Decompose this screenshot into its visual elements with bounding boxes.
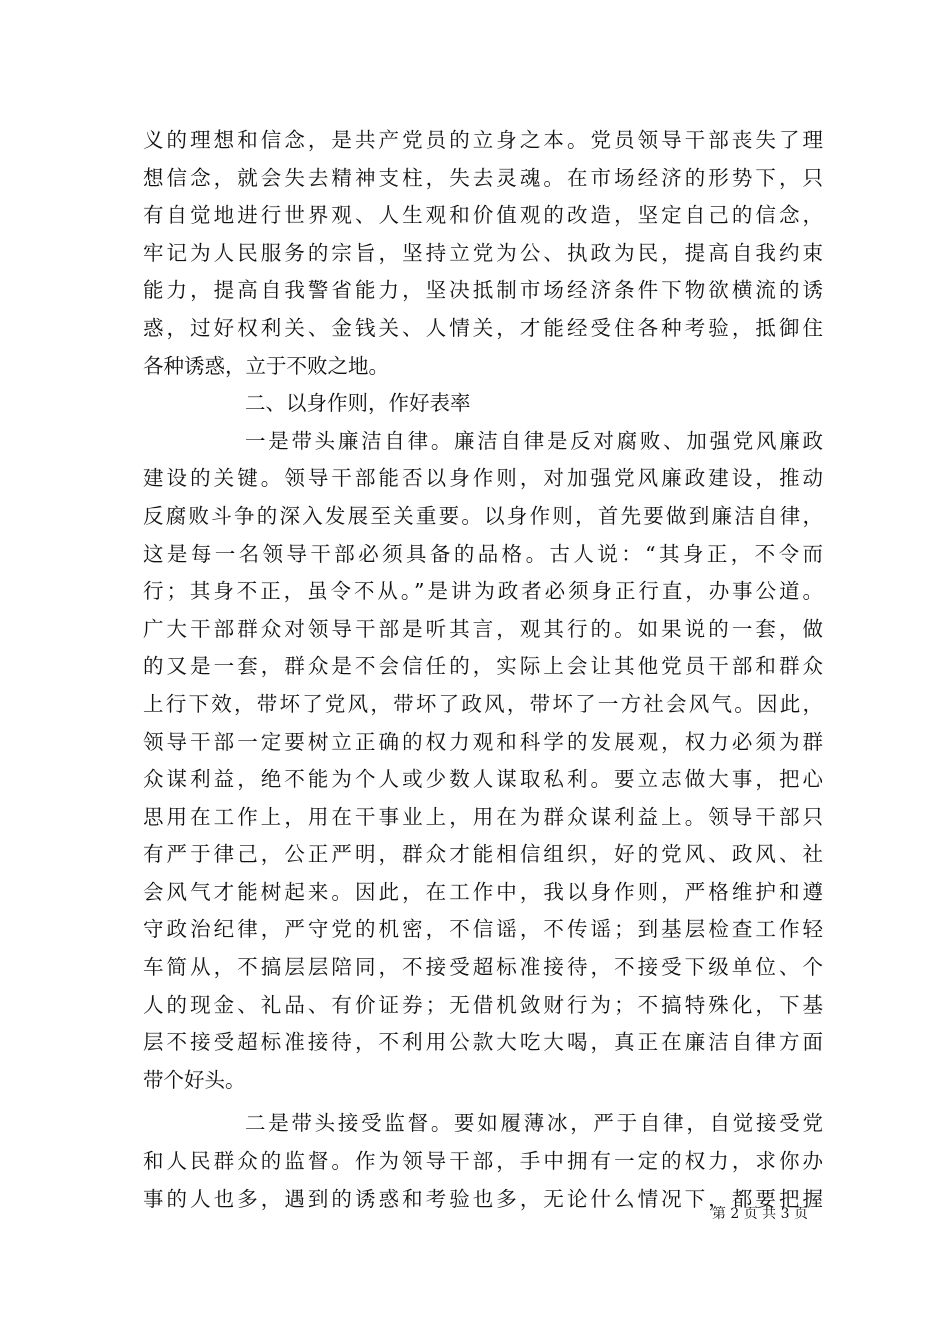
- section-title: 二、以身作则，作好表率: [245, 391, 471, 416]
- text-line: 车简从，不搞层层陪同，不接受超标准接待，不接受下级单位、个: [143, 955, 823, 980]
- text-line: 行；其身不正，虽令不从。”是讲为政者必须身正行直，办事公道。: [143, 579, 823, 604]
- text-line: 能力，提高自我警省能力，坚决抵制市场经济条件下物欲横流的诱: [143, 278, 823, 303]
- document-body: [143, 122, 823, 1218]
- text-line: 牢记为人民服务的宗旨，坚持立党为公、执政为民，提高自我约束: [143, 240, 823, 265]
- text-line: 反腐败斗争的深入发展至关重要。以身作则，首先要做到廉洁自律，: [143, 503, 823, 528]
- text-line: 各种诱惑，立于不败之地。: [143, 353, 389, 378]
- text-line: 有自觉地进行世界观、人生观和价值观的改造，坚定自己的信念，: [143, 203, 823, 228]
- text-line: 带个好头。: [143, 1067, 246, 1092]
- text-line: 事的人也多，遇到的诱惑和考验也多，无论什么情况下，都要把握: [143, 1186, 823, 1211]
- section-heading: [143, 385, 823, 423]
- text-line: 广大干部群众对领导干部是听其言，观其行的。如果说的一套，做: [143, 616, 823, 641]
- text-line: 的又是一套，群众是不会信任的，实际上会让其他党员干部和群众: [143, 654, 823, 679]
- paragraph-supervision: [143, 1105, 823, 1218]
- text-line: 一是带头廉洁自律。廉洁自律是反对腐败、加强党风廉政: [245, 428, 823, 453]
- text-line: 众谋利益，绝不能为个人或少数人谋取私利。要立志做大事，把心: [143, 767, 823, 792]
- text-line: 领导干部一定要树立正确的权力观和科学的发展观，权力必须为群: [143, 729, 823, 754]
- paragraph-ideals: [143, 122, 823, 385]
- paragraph-self-discipline: [143, 423, 823, 1100]
- text-line: 这是每一名领导干部必须具备的品格。古人说：“其身正，不令而: [143, 541, 823, 566]
- text-line: 想信念，就会失去精神支柱，失去灵魂。在市场经济的形势下，只: [143, 165, 823, 190]
- text-line: 有严于律己，公正严明，群众才能相信组织，好的党风、政风、社: [143, 842, 823, 867]
- text-line: 建设的关键。领导干部能否以身作则，对加强党风廉政建设，推动: [143, 466, 823, 491]
- text-line: 守政治纪律，严守党的机密，不信谣，不传谣；到基层检查工作轻: [143, 917, 823, 942]
- text-line: 层不接受超标准接待，不利用公款大吃大喝，真正在廉洁自律方面: [143, 1030, 823, 1055]
- text-line: 和人民群众的监督。作为领导干部，手中拥有一定的权力，求你办: [143, 1149, 823, 1174]
- text-line: 二是带头接受监督。要如履薄冰，严于自律，自觉接受党: [245, 1111, 823, 1136]
- text-line: 惑，过好权利关、金钱关、人情关，才能经受住各种考验，抵御住: [143, 315, 823, 340]
- text-line: 思用在工作上，用在干事业上，用在为群众谋利益上。领导干部只: [143, 804, 823, 829]
- text-line: 义的理想和信念，是共产党员的立身之本。党员领导干部丧失了理: [143, 128, 823, 152]
- page-number-footer: 第 2 页 共 3 页: [711, 1206, 808, 1222]
- text-line: 人的现金、礼品、有价证券；无借机敛财行为；不搞特殊化，下基: [143, 992, 823, 1017]
- text-line: 会风气才能树起来。因此，在工作中，我以身作则，严格维护和遵: [143, 879, 823, 904]
- text-line: 上行下效，带坏了党风，带坏了政风，带坏了一方社会风气。因此，: [143, 691, 823, 716]
